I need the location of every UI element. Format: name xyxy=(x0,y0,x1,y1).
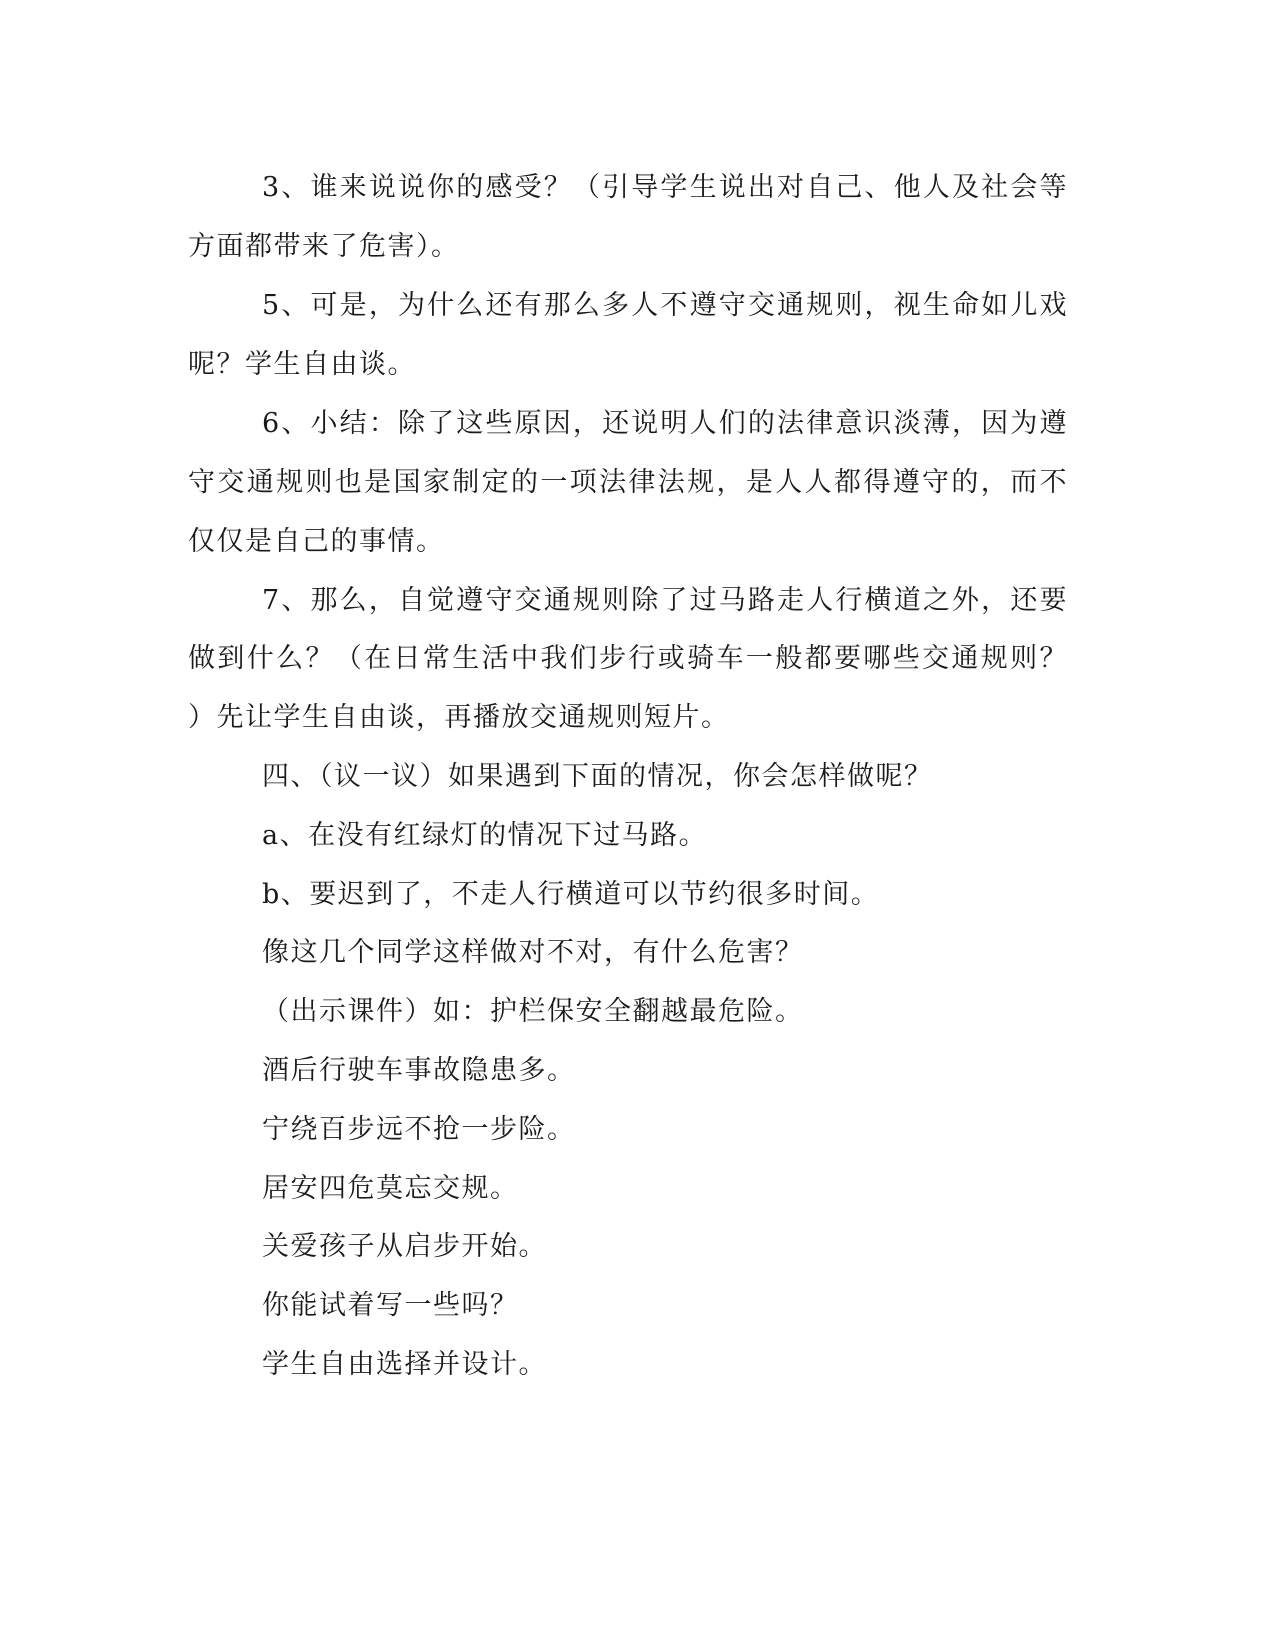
slogan-item: 酒后行驶车事故隐患多。 xyxy=(262,1055,576,1086)
slogan-item: 宁绕百步远不抢一步险。 xyxy=(262,1114,576,1145)
paragraph-5-line-2: 呢？学生自由谈。 xyxy=(188,349,416,380)
situation-b: b、要迟到了，不走人行横道可以节约很多时间。 xyxy=(262,879,880,910)
closing-line: 学生自由选择并设计。 xyxy=(262,1349,547,1380)
paragraph-3-line-2: 方面都带来了危害）。 xyxy=(188,231,460,262)
slogan-intro: （出示课件）如：护栏保安全翻越最危险。 xyxy=(262,996,804,1027)
slogan-item: 居安四危莫忘交规。 xyxy=(262,1173,519,1204)
paragraph-7-line-1: 7、那么，自觉遵守交通规则除了过马路走人行横道之外，还要 xyxy=(262,585,1068,616)
paragraph-7-line-3: ）先让学生自由谈，再播放交通规则短片。 xyxy=(188,702,730,733)
paragraph-6-line-3: 仅仅是自己的事情。 xyxy=(188,526,445,557)
situation-a: a、在没有红绿灯的情况下过马路。 xyxy=(262,820,708,851)
paragraph-3-line-1: 3、谁来说说你的感受？（引导学生说出对自己、他人及社会等 xyxy=(262,172,1068,203)
prompt-line: 你能试着写一些吗？ xyxy=(262,1290,519,1321)
slogan-item: 关爱孩子从启步开始。 xyxy=(262,1231,547,1262)
paragraph-5-line-1: 5、可是，为什么还有那么多人不遵守交通规则，视生命如儿戏 xyxy=(262,290,1068,321)
paragraph-6-line-1: 6、小结：除了这些原因，还说明人们的法律意识淡薄，因为遵 xyxy=(262,408,1068,439)
section-4-heading: 四、（议一议）如果遇到下面的情况，你会怎样做呢？ xyxy=(262,761,933,792)
question-line: 像这几个同学这样做对不对，有什么危害？ xyxy=(262,937,804,968)
paragraph-7-line-2: 做到什么？（在日常生活中我们步行或骑车一般都要哪些交通规则？ xyxy=(188,643,1068,674)
paragraph-6-line-2: 守交通规则也是国家制定的一项法律法规，是人人都得遵守的，而不 xyxy=(188,467,1068,498)
